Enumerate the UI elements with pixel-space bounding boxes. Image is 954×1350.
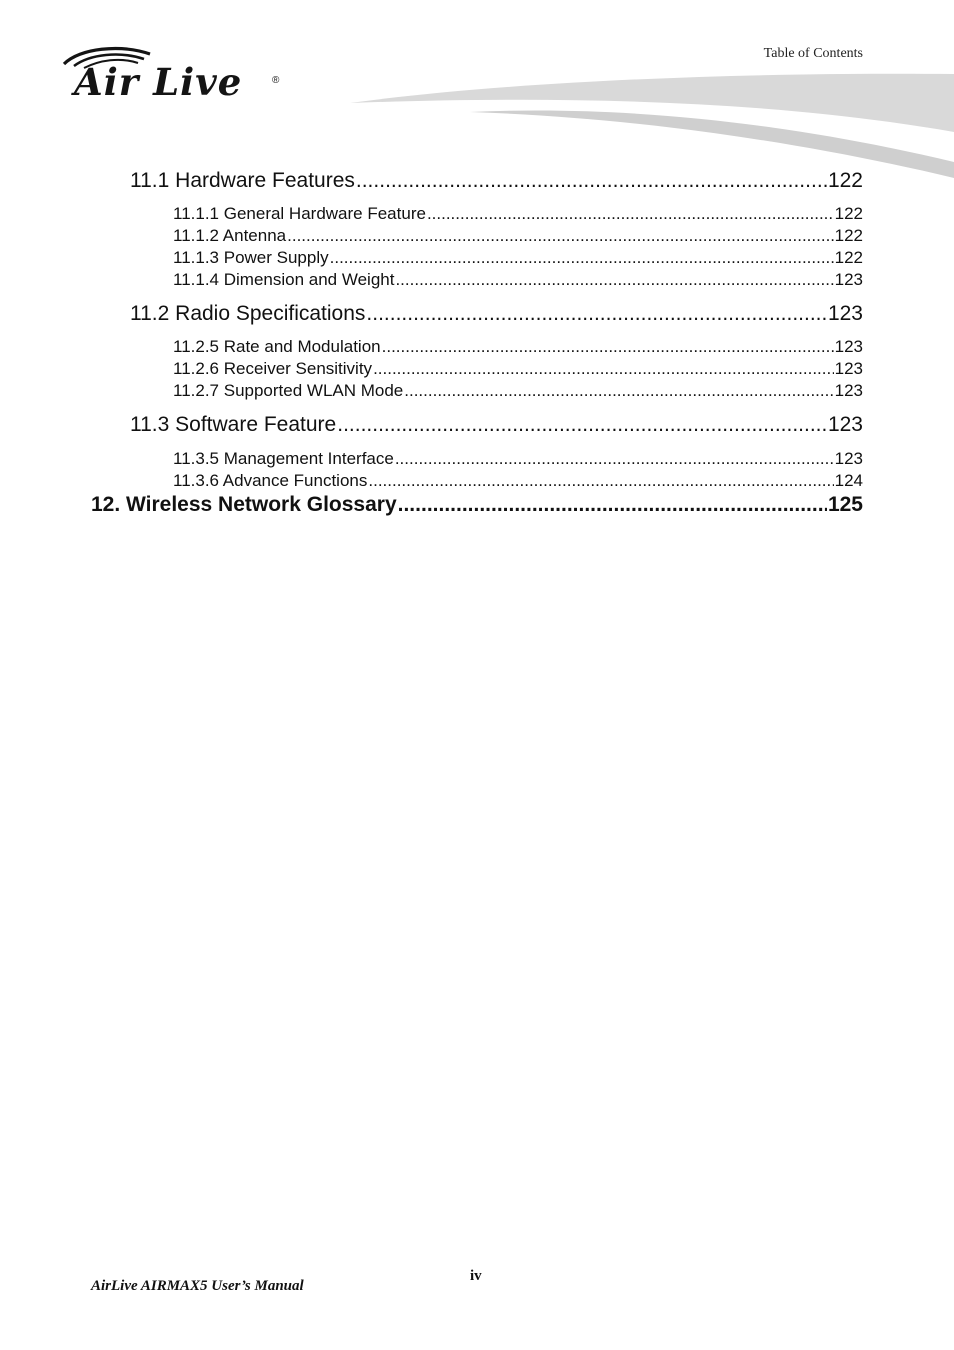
toc-leader-dots	[356, 169, 827, 193]
page-number: iv	[470, 1268, 482, 1284]
toc-entry[interactable]	[173, 270, 863, 290]
toc-leader-dots	[366, 302, 827, 326]
toc-entry-label: 11.1.2 Antenna	[173, 226, 287, 245]
toc-leader-dots	[395, 449, 834, 469]
toc-entry-label: 11.1.1 General Hardware Feature	[173, 204, 426, 223]
toc-entry[interactable]	[130, 413, 863, 437]
toc-leader-dots	[337, 413, 827, 437]
toc-entry-page: 123	[834, 337, 863, 356]
airlive-logo	[60, 44, 290, 110]
toc-leader-dots	[373, 359, 834, 379]
toc-leader-dots	[427, 204, 834, 224]
toc-entry[interactable]	[173, 471, 863, 491]
manual-title-footer: AirLive AIRMAX5 User’s Manual	[91, 1278, 304, 1294]
toc-entry-label: 11.3.6 Advance Functions	[173, 471, 368, 490]
toc-entry-page: 122	[834, 204, 863, 223]
running-header: Table of Contents	[763, 46, 863, 61]
toc-entry-label: 11.1.4 Dimension and Weight	[173, 270, 395, 289]
toc-entry[interactable]	[173, 449, 863, 469]
toc-entry-label: 11.3.5 Management Interface	[173, 449, 394, 468]
toc-entry-label: 12. Wireless Network Glossary	[91, 493, 397, 516]
toc-entry-page: 123	[834, 270, 863, 289]
toc-entry-page: 123	[834, 359, 863, 378]
toc-entry-page: 123	[827, 413, 863, 436]
toc-leader-dots	[395, 270, 833, 290]
toc-leader-dots	[404, 381, 833, 401]
toc-leader-dots	[330, 248, 834, 268]
logo-wordmark: Air Live	[74, 60, 243, 104]
toc-entry-label: 11.2.5 Rate and Modulation	[173, 337, 381, 356]
toc-entry-page: 123	[834, 381, 863, 400]
toc-leader-dots	[368, 471, 833, 491]
toc-entry-page: 123	[834, 449, 863, 468]
toc-entry[interactable]	[130, 302, 863, 326]
toc-leader-dots	[398, 493, 827, 517]
toc-entry-label: 11.1 Hardware Features	[130, 169, 355, 192]
toc-entry-label: 11.2.7 Supported WLAN Mode	[173, 381, 404, 400]
toc-entry-page: 122	[834, 248, 863, 267]
toc-entry[interactable]	[173, 337, 863, 357]
toc-entry-page: 125	[827, 493, 863, 516]
toc-entry-page: 122	[834, 226, 863, 245]
toc-entry-label: 11.1.3 Power Supply	[173, 248, 329, 267]
toc-entry[interactable]	[173, 204, 863, 224]
toc-entry[interactable]	[173, 359, 863, 379]
registered-mark: ®	[272, 75, 280, 86]
toc-entry-page: 124	[834, 471, 863, 490]
toc-leader-dots	[287, 226, 834, 246]
toc-entry[interactable]	[173, 381, 863, 401]
toc-leader-dots	[382, 337, 834, 357]
toc-entry[interactable]	[130, 169, 863, 193]
toc-entry[interactable]	[91, 493, 863, 517]
toc-entry[interactable]	[173, 226, 863, 246]
toc-entry-label: 11.3 Software Feature	[130, 413, 337, 436]
toc-entry-label: 11.2.6 Receiver Sensitivity	[173, 359, 373, 378]
toc-entry-page: 122	[827, 169, 863, 192]
toc-entry[interactable]	[173, 248, 863, 268]
toc-entry-page: 123	[827, 302, 863, 325]
toc-entry-label: 11.2 Radio Specifications	[130, 302, 366, 325]
